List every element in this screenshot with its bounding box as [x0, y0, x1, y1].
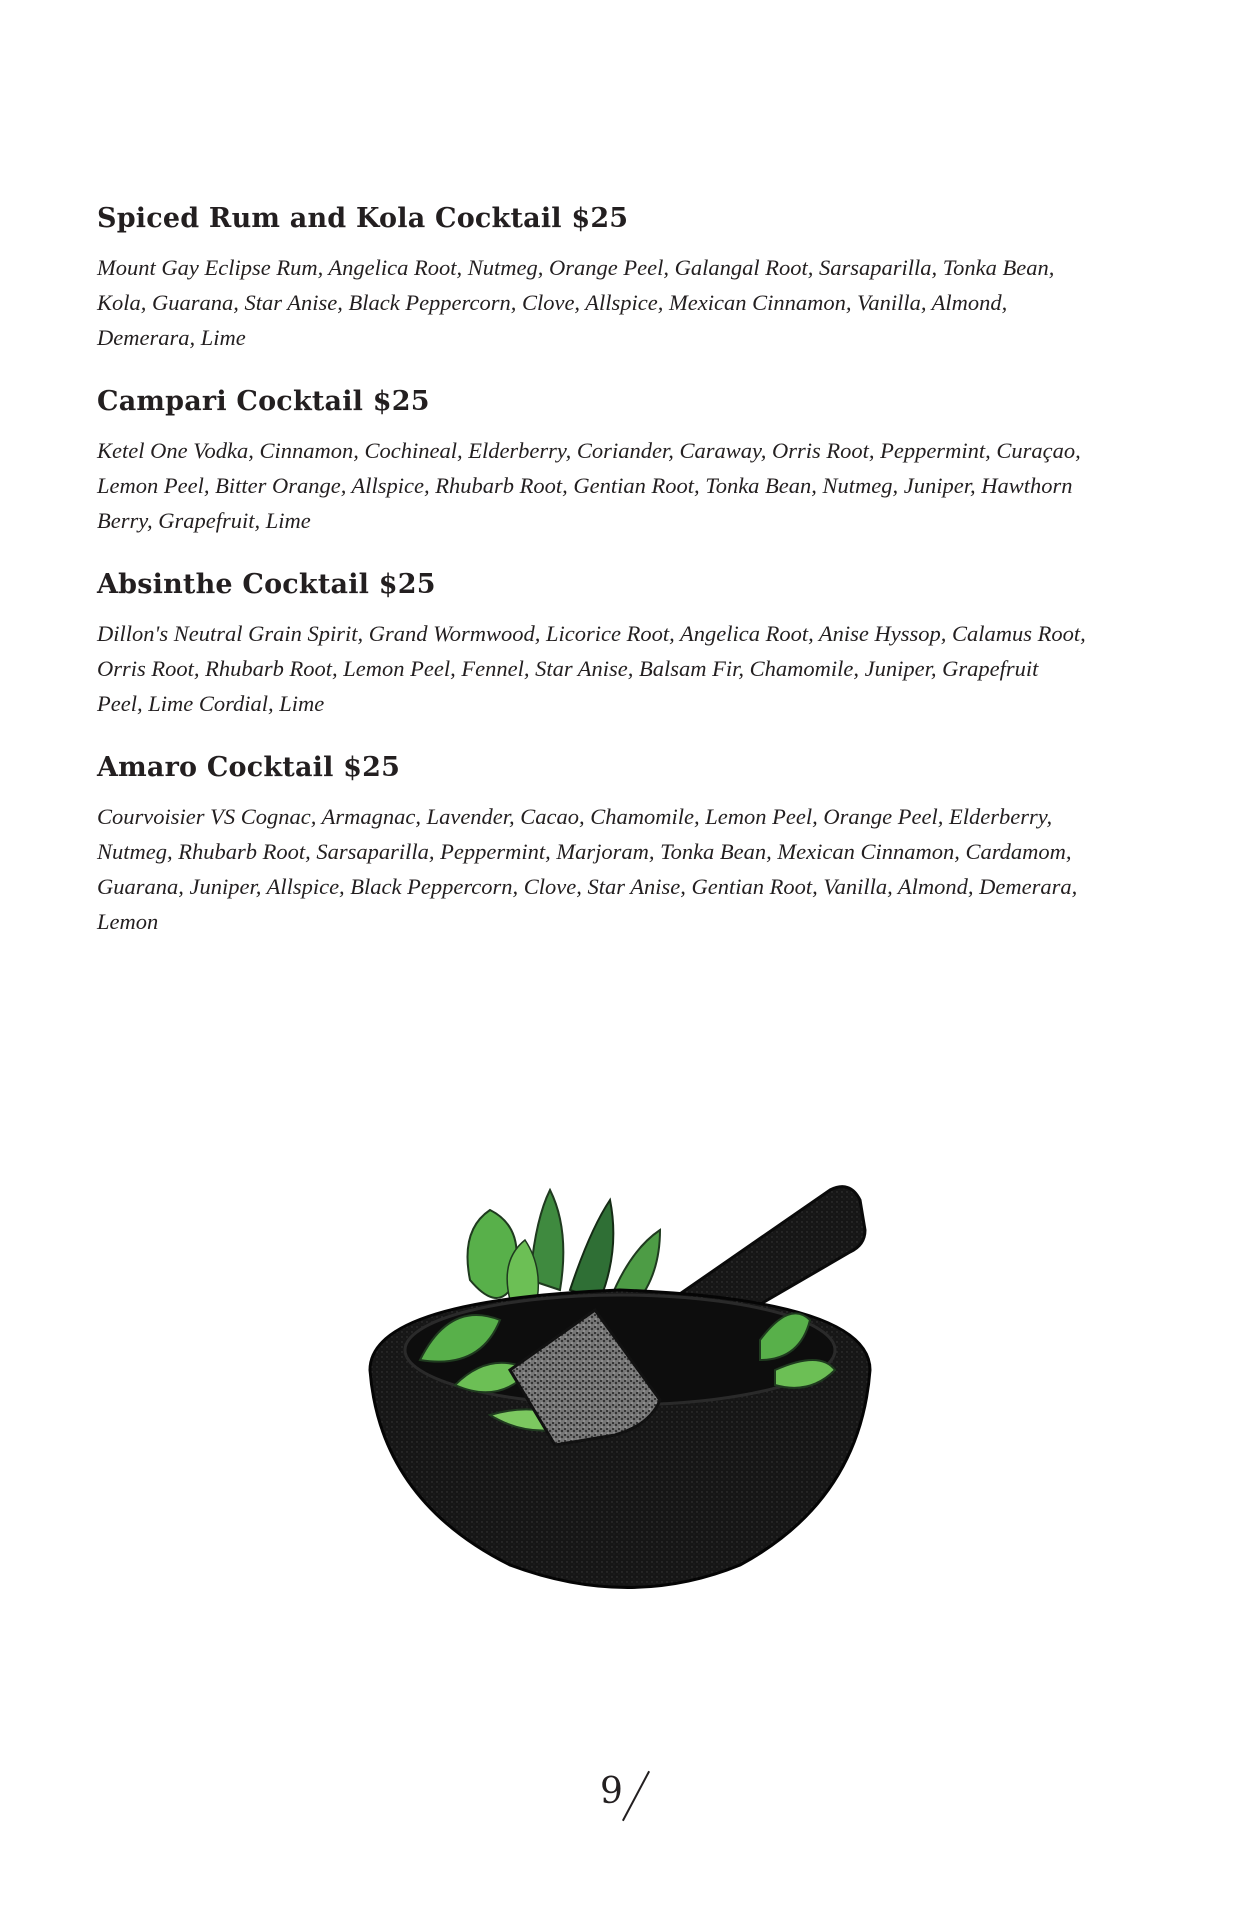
menu-item-title: Amaro Cocktail $25 [97, 752, 401, 783]
menu-item-title: Spiced Rum and Kola Cocktail $25 [97, 203, 629, 234]
menu-item-title: Absinthe Cocktail $25 [97, 569, 436, 600]
menu-item-spiced-rum-kola [97, 200, 1087, 355]
menu-item-absinthe [97, 566, 1087, 721]
page-number-value: 9 [600, 1771, 623, 1812]
menu-item-campari [97, 383, 1087, 538]
cocktail-menu-list [97, 200, 1087, 939]
page-number [600, 1770, 637, 1830]
page-number-slash [622, 1771, 650, 1821]
menu-item-title: Campari Cocktail $25 [97, 386, 430, 417]
mortar-and-pestle-illustration [360, 1170, 880, 1610]
menu-item-ingredients: Courvoisier VS Cognac, Armagnac, Lavender, Cacao, Chamomile, Lemon Peel, Orange Peel, Elderberry, Nutmeg, Rhubarb Root, Sarsaparilla, Peppermint, Marjoram, Tonka Bean, Mexican Cinnamon, Cardamom, Guarana, Juniper, Allspice, Black Peppercorn, Clove, Star Anise, Gentian Root, Vanilla, Almond, Demerara, Lemon [97, 804, 1078, 934]
menu-item-ingredients: Dillon's Neutral Grain Spirit, Grand Wormwood, Licorice Root, Angelica Root, Anise Hyssop, Calamus Root, Orris Root, Rhubarb Root, Lemon Peel, Fennel, Star Anise, Balsam Fir, Chamomile, Juniper, Grapefruit Peel, Lime Cordial, Lime [97, 621, 1086, 716]
mortar-and-pestle-with-herbs-icon [360, 1170, 880, 1610]
menu-item-amaro [97, 749, 1087, 939]
menu-item-ingredients: Ketel One Vodka, Cinnamon, Cochineal, Elderberry, Coriander, Caraway, Orris Root, Peppermint, Curaçao, Lemon Peel, Bitter Orange, Allspice, Rhubarb Root, Gentian Root, Tonka Bean, Nutmeg, Juniper, Hawthorn Berry, Grapefruit, Lime [97, 438, 1081, 533]
menu-item-ingredients: Mount Gay Eclipse Rum, Angelica Root, Nutmeg, Orange Peel, Galangal Root, Sarsaparilla, Tonka Bean, Kola, Guarana, Star Anise, Black Peppercorn, Clove, Allspice, Mexican Cinnamon, Vanilla, Almond, Demerara, Lime [97, 255, 1055, 350]
